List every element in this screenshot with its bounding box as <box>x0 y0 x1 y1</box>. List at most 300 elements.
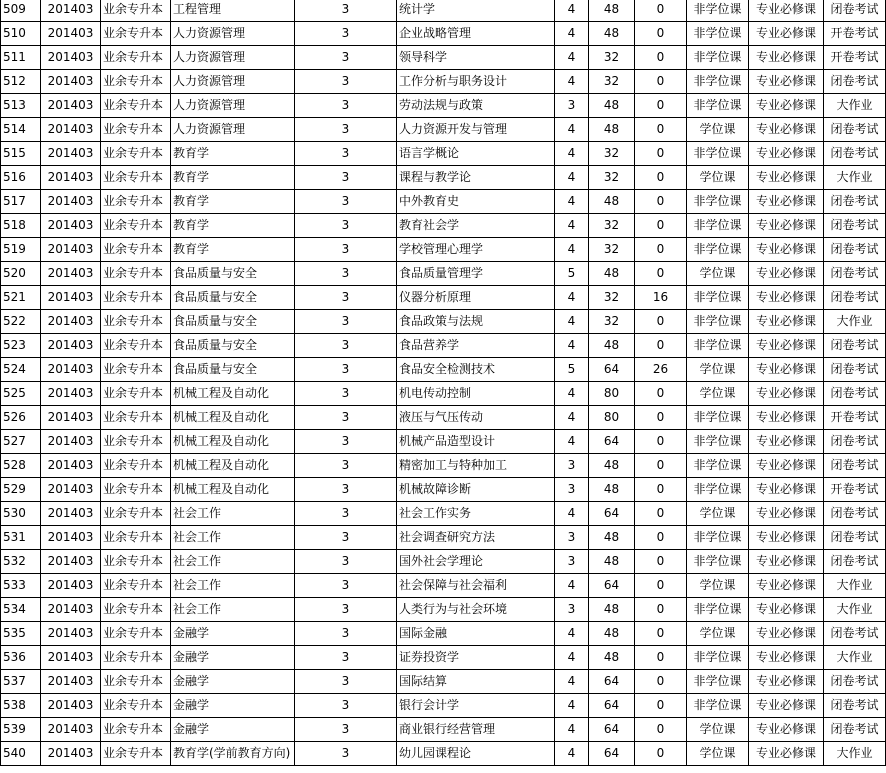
duration-cell: 3 <box>295 598 397 622</box>
course-category-cell: 专业必修课 <box>749 358 824 382</box>
hours-cell: 32 <box>589 238 635 262</box>
degree-type-cell: 非学位课 <box>687 70 749 94</box>
table-row <box>1 358 886 382</box>
table-row <box>1 238 886 262</box>
credits-cell: 4 <box>555 574 589 598</box>
course-category-cell: 专业必修课 <box>749 526 824 550</box>
major-cell: 教育学 <box>171 166 295 190</box>
term-cell: 201403 <box>41 262 101 286</box>
duration-cell: 3 <box>295 142 397 166</box>
study-mode-cell: 业余专升本 <box>101 70 171 94</box>
table-row <box>1 94 886 118</box>
row-number-cell: 523 <box>1 334 41 358</box>
lab-hours-cell: 0 <box>635 166 687 190</box>
duration-cell: 3 <box>295 646 397 670</box>
duration-cell: 3 <box>295 358 397 382</box>
exam-type-cell: 开卷考试 <box>824 478 886 502</box>
lab-hours-cell: 0 <box>635 0 687 22</box>
course-name-cell: 食品安全检测技术 <box>397 358 555 382</box>
credits-cell: 4 <box>555 646 589 670</box>
course-category-cell: 专业必修课 <box>749 550 824 574</box>
credits-cell: 4 <box>555 310 589 334</box>
hours-cell: 32 <box>589 166 635 190</box>
credits-cell: 4 <box>555 622 589 646</box>
exam-type-cell: 闭卷考试 <box>824 358 886 382</box>
duration-cell: 3 <box>295 334 397 358</box>
duration-cell: 3 <box>295 0 397 22</box>
duration-cell: 3 <box>295 718 397 742</box>
exam-type-cell: 大作业 <box>824 574 886 598</box>
hours-cell: 48 <box>589 334 635 358</box>
credits-cell: 3 <box>555 598 589 622</box>
major-cell: 食品质量与安全 <box>171 286 295 310</box>
course-name-cell: 银行会计学 <box>397 694 555 718</box>
exam-type-cell: 闭卷考试 <box>824 262 886 286</box>
credits-cell: 4 <box>555 718 589 742</box>
course-name-cell: 机械产品造型设计 <box>397 430 555 454</box>
term-cell: 201403 <box>41 142 101 166</box>
duration-cell: 3 <box>295 550 397 574</box>
course-name-cell: 语言学概论 <box>397 142 555 166</box>
major-cell: 人力资源管理 <box>171 70 295 94</box>
row-number-cell: 535 <box>1 622 41 646</box>
term-cell: 201403 <box>41 46 101 70</box>
exam-type-cell: 闭卷考试 <box>824 430 886 454</box>
duration-cell: 3 <box>295 70 397 94</box>
lab-hours-cell: 0 <box>635 454 687 478</box>
table-row <box>1 166 886 190</box>
term-cell: 201403 <box>41 406 101 430</box>
course-name-cell: 教育社会学 <box>397 214 555 238</box>
degree-type-cell: 非学位课 <box>687 214 749 238</box>
lab-hours-cell: 0 <box>635 670 687 694</box>
hours-cell: 48 <box>589 0 635 22</box>
credits-cell: 4 <box>555 502 589 526</box>
credits-cell: 4 <box>555 166 589 190</box>
row-number-cell: 509 <box>1 0 41 22</box>
course-name-cell: 液压与气压传动 <box>397 406 555 430</box>
lab-hours-cell: 0 <box>635 70 687 94</box>
term-cell: 201403 <box>41 694 101 718</box>
term-cell: 201403 <box>41 94 101 118</box>
term-cell: 201403 <box>41 238 101 262</box>
table-row <box>1 262 886 286</box>
hours-cell: 48 <box>589 22 635 46</box>
course-category-cell: 专业必修课 <box>749 214 824 238</box>
exam-type-cell: 大作业 <box>824 166 886 190</box>
row-number-cell: 511 <box>1 46 41 70</box>
table-row <box>1 142 886 166</box>
row-number-cell: 513 <box>1 94 41 118</box>
hours-cell: 80 <box>589 406 635 430</box>
major-cell: 社会工作 <box>171 526 295 550</box>
row-number-cell: 540 <box>1 742 41 766</box>
study-mode-cell: 业余专升本 <box>101 430 171 454</box>
major-cell: 机械工程及自动化 <box>171 454 295 478</box>
hours-cell: 32 <box>589 70 635 94</box>
lab-hours-cell: 0 <box>635 574 687 598</box>
row-number-cell: 537 <box>1 670 41 694</box>
credits-cell: 4 <box>555 214 589 238</box>
term-cell: 201403 <box>41 670 101 694</box>
course-category-cell: 专业必修课 <box>749 622 824 646</box>
hours-cell: 64 <box>589 358 635 382</box>
study-mode-cell: 业余专升本 <box>101 358 171 382</box>
degree-type-cell: 学位课 <box>687 742 749 766</box>
study-mode-cell: 业余专升本 <box>101 718 171 742</box>
hours-cell: 48 <box>589 94 635 118</box>
major-cell: 人力资源管理 <box>171 118 295 142</box>
lab-hours-cell: 0 <box>635 190 687 214</box>
term-cell: 201403 <box>41 190 101 214</box>
study-mode-cell: 业余专升本 <box>101 334 171 358</box>
term-cell: 201403 <box>41 166 101 190</box>
table-row <box>1 670 886 694</box>
hours-cell: 32 <box>589 286 635 310</box>
duration-cell: 3 <box>295 262 397 286</box>
exam-type-cell: 大作业 <box>824 742 886 766</box>
table-row <box>1 0 886 22</box>
major-cell: 机械工程及自动化 <box>171 406 295 430</box>
credits-cell: 3 <box>555 454 589 478</box>
term-cell: 201403 <box>41 454 101 478</box>
degree-type-cell: 非学位课 <box>687 598 749 622</box>
major-cell: 社会工作 <box>171 574 295 598</box>
course-name-cell: 食品营养学 <box>397 334 555 358</box>
term-cell: 201403 <box>41 478 101 502</box>
study-mode-cell: 业余专升本 <box>101 598 171 622</box>
course-category-cell: 专业必修课 <box>749 598 824 622</box>
row-number-cell: 510 <box>1 22 41 46</box>
course-category-cell: 专业必修课 <box>749 574 824 598</box>
hours-cell: 48 <box>589 646 635 670</box>
major-cell: 食品质量与安全 <box>171 262 295 286</box>
course-name-cell: 企业战略管理 <box>397 22 555 46</box>
study-mode-cell: 业余专升本 <box>101 94 171 118</box>
table-row <box>1 46 886 70</box>
major-cell: 食品质量与安全 <box>171 310 295 334</box>
lab-hours-cell: 0 <box>635 694 687 718</box>
table-row <box>1 118 886 142</box>
duration-cell: 3 <box>295 526 397 550</box>
degree-type-cell: 学位课 <box>687 502 749 526</box>
credits-cell: 3 <box>555 526 589 550</box>
table-row <box>1 694 886 718</box>
row-number-cell: 530 <box>1 502 41 526</box>
row-number-cell: 536 <box>1 646 41 670</box>
row-number-cell: 520 <box>1 262 41 286</box>
course-category-cell: 专业必修课 <box>749 646 824 670</box>
course-name-cell: 工作分析与职务设计 <box>397 70 555 94</box>
course-category-cell: 专业必修课 <box>749 22 824 46</box>
exam-type-cell: 大作业 <box>824 310 886 334</box>
course-category-cell: 专业必修课 <box>749 166 824 190</box>
table-body <box>1 0 886 766</box>
course-name-cell: 中外教育史 <box>397 190 555 214</box>
table-row <box>1 430 886 454</box>
study-mode-cell: 业余专升本 <box>101 238 171 262</box>
major-cell: 人力资源管理 <box>171 46 295 70</box>
study-mode-cell: 业余专升本 <box>101 454 171 478</box>
table-row <box>1 502 886 526</box>
degree-type-cell: 非学位课 <box>687 478 749 502</box>
course-category-cell: 专业必修课 <box>749 478 824 502</box>
exam-type-cell: 大作业 <box>824 598 886 622</box>
degree-type-cell: 学位课 <box>687 382 749 406</box>
exam-type-cell: 开卷考试 <box>824 406 886 430</box>
exam-type-cell: 闭卷考试 <box>824 694 886 718</box>
lab-hours-cell: 0 <box>635 118 687 142</box>
study-mode-cell: 业余专升本 <box>101 118 171 142</box>
course-category-cell: 专业必修课 <box>749 286 824 310</box>
lab-hours-cell: 0 <box>635 382 687 406</box>
table-row <box>1 622 886 646</box>
credits-cell: 4 <box>555 334 589 358</box>
hours-cell: 48 <box>589 190 635 214</box>
table-row <box>1 214 886 238</box>
study-mode-cell: 业余专升本 <box>101 502 171 526</box>
table-row <box>1 22 886 46</box>
term-cell: 201403 <box>41 550 101 574</box>
duration-cell: 3 <box>295 502 397 526</box>
row-number-cell: 518 <box>1 214 41 238</box>
table-row <box>1 382 886 406</box>
major-cell: 教育学 <box>171 238 295 262</box>
major-cell: 食品质量与安全 <box>171 334 295 358</box>
course-category-cell: 专业必修课 <box>749 334 824 358</box>
credits-cell: 4 <box>555 142 589 166</box>
course-name-cell: 国外社会学理论 <box>397 550 555 574</box>
credits-cell: 4 <box>555 430 589 454</box>
course-name-cell: 社会调查研究方法 <box>397 526 555 550</box>
lab-hours-cell: 0 <box>635 478 687 502</box>
exam-type-cell: 闭卷考试 <box>824 70 886 94</box>
degree-type-cell: 非学位课 <box>687 694 749 718</box>
hours-cell: 64 <box>589 430 635 454</box>
major-cell: 食品质量与安全 <box>171 358 295 382</box>
exam-type-cell: 闭卷考试 <box>824 142 886 166</box>
lab-hours-cell: 0 <box>635 334 687 358</box>
study-mode-cell: 业余专升本 <box>101 646 171 670</box>
lab-hours-cell: 0 <box>635 622 687 646</box>
duration-cell: 3 <box>295 190 397 214</box>
row-number-cell: 514 <box>1 118 41 142</box>
duration-cell: 3 <box>295 238 397 262</box>
course-name-cell: 国际金融 <box>397 622 555 646</box>
exam-type-cell: 闭卷考试 <box>824 0 886 22</box>
course-category-cell: 专业必修课 <box>749 46 824 70</box>
lab-hours-cell: 0 <box>635 526 687 550</box>
row-number-cell: 515 <box>1 142 41 166</box>
duration-cell: 3 <box>295 574 397 598</box>
row-number-cell: 531 <box>1 526 41 550</box>
hours-cell: 48 <box>589 526 635 550</box>
duration-cell: 3 <box>295 454 397 478</box>
course-name-cell: 课程与教学论 <box>397 166 555 190</box>
term-cell: 201403 <box>41 526 101 550</box>
major-cell: 金融学 <box>171 622 295 646</box>
exam-type-cell: 闭卷考试 <box>824 190 886 214</box>
duration-cell: 3 <box>295 478 397 502</box>
exam-type-cell: 闭卷考试 <box>824 214 886 238</box>
degree-type-cell: 非学位课 <box>687 310 749 334</box>
study-mode-cell: 业余专升本 <box>101 166 171 190</box>
degree-type-cell: 非学位课 <box>687 646 749 670</box>
lab-hours-cell: 0 <box>635 718 687 742</box>
exam-type-cell: 闭卷考试 <box>824 286 886 310</box>
credits-cell: 4 <box>555 22 589 46</box>
degree-type-cell: 非学位课 <box>687 22 749 46</box>
term-cell: 201403 <box>41 286 101 310</box>
table-row <box>1 718 886 742</box>
exam-type-cell: 闭卷考试 <box>824 550 886 574</box>
row-number-cell: 524 <box>1 358 41 382</box>
course-category-cell: 专业必修课 <box>749 190 824 214</box>
major-cell: 教育学(学前教育方向) <box>171 742 295 766</box>
course-name-cell: 劳动法规与政策 <box>397 94 555 118</box>
degree-type-cell: 学位课 <box>687 262 749 286</box>
course-category-cell: 专业必修课 <box>749 0 824 22</box>
degree-type-cell: 学位课 <box>687 622 749 646</box>
row-number-cell: 539 <box>1 718 41 742</box>
term-cell: 201403 <box>41 598 101 622</box>
exam-type-cell: 闭卷考试 <box>824 622 886 646</box>
course-category-cell: 专业必修课 <box>749 430 824 454</box>
exam-type-cell: 闭卷考试 <box>824 382 886 406</box>
credits-cell: 4 <box>555 382 589 406</box>
course-name-cell: 幼儿园课程论 <box>397 742 555 766</box>
exam-type-cell: 闭卷考试 <box>824 526 886 550</box>
credits-cell: 3 <box>555 550 589 574</box>
course-name-cell: 社会工作实务 <box>397 502 555 526</box>
degree-type-cell: 非学位课 <box>687 238 749 262</box>
study-mode-cell: 业余专升本 <box>101 262 171 286</box>
lab-hours-cell: 0 <box>635 94 687 118</box>
table-row <box>1 190 886 214</box>
major-cell: 金融学 <box>171 670 295 694</box>
table-row <box>1 574 886 598</box>
credits-cell: 5 <box>555 358 589 382</box>
row-number-cell: 522 <box>1 310 41 334</box>
degree-type-cell: 学位课 <box>687 574 749 598</box>
exam-type-cell: 闭卷考试 <box>824 718 886 742</box>
duration-cell: 3 <box>295 310 397 334</box>
course-name-cell: 商业银行经营管理 <box>397 718 555 742</box>
course-name-cell: 学校管理心理学 <box>397 238 555 262</box>
course-category-cell: 专业必修课 <box>749 142 824 166</box>
term-cell: 201403 <box>41 742 101 766</box>
exam-type-cell: 闭卷考试 <box>824 670 886 694</box>
study-mode-cell: 业余专升本 <box>101 382 171 406</box>
course-category-cell: 专业必修课 <box>749 262 824 286</box>
course-category-cell: 专业必修课 <box>749 718 824 742</box>
term-cell: 201403 <box>41 622 101 646</box>
hours-cell: 48 <box>589 598 635 622</box>
hours-cell: 64 <box>589 694 635 718</box>
degree-type-cell: 非学位课 <box>687 406 749 430</box>
table-row <box>1 454 886 478</box>
duration-cell: 3 <box>295 670 397 694</box>
exam-type-cell: 开卷考试 <box>824 46 886 70</box>
duration-cell: 3 <box>295 118 397 142</box>
degree-type-cell: 非学位课 <box>687 46 749 70</box>
major-cell: 社会工作 <box>171 550 295 574</box>
study-mode-cell: 业余专升本 <box>101 574 171 598</box>
course-category-cell: 专业必修课 <box>749 502 824 526</box>
row-number-cell: 521 <box>1 286 41 310</box>
row-number-cell: 519 <box>1 238 41 262</box>
course-name-cell: 统计学 <box>397 0 555 22</box>
hours-cell: 32 <box>589 310 635 334</box>
course-name-cell: 食品政策与法规 <box>397 310 555 334</box>
degree-type-cell: 学位课 <box>687 718 749 742</box>
degree-type-cell: 学位课 <box>687 358 749 382</box>
hours-cell: 64 <box>589 718 635 742</box>
lab-hours-cell: 26 <box>635 358 687 382</box>
study-mode-cell: 业余专升本 <box>101 142 171 166</box>
duration-cell: 3 <box>295 286 397 310</box>
lab-hours-cell: 0 <box>635 46 687 70</box>
credits-cell: 4 <box>555 70 589 94</box>
lab-hours-cell: 0 <box>635 238 687 262</box>
hours-cell: 48 <box>589 550 635 574</box>
exam-type-cell: 闭卷考试 <box>824 118 886 142</box>
study-mode-cell: 业余专升本 <box>101 46 171 70</box>
hours-cell: 64 <box>589 670 635 694</box>
degree-type-cell: 学位课 <box>687 166 749 190</box>
lab-hours-cell: 0 <box>635 406 687 430</box>
course-category-cell: 专业必修课 <box>749 694 824 718</box>
term-cell: 201403 <box>41 646 101 670</box>
lab-hours-cell: 0 <box>635 598 687 622</box>
major-cell: 社会工作 <box>171 502 295 526</box>
hours-cell: 64 <box>589 742 635 766</box>
term-cell: 201403 <box>41 574 101 598</box>
exam-type-cell: 闭卷考试 <box>824 238 886 262</box>
duration-cell: 3 <box>295 430 397 454</box>
course-name-cell: 仪器分析原理 <box>397 286 555 310</box>
duration-cell: 3 <box>295 694 397 718</box>
table-row <box>1 526 886 550</box>
row-number-cell: 527 <box>1 430 41 454</box>
row-number-cell: 512 <box>1 70 41 94</box>
term-cell: 201403 <box>41 70 101 94</box>
row-number-cell: 538 <box>1 694 41 718</box>
major-cell: 金融学 <box>171 718 295 742</box>
lab-hours-cell: 0 <box>635 430 687 454</box>
course-category-cell: 专业必修课 <box>749 70 824 94</box>
major-cell: 人力资源管理 <box>171 22 295 46</box>
course-category-cell: 专业必修课 <box>749 406 824 430</box>
course-name-cell: 食品质量管理学 <box>397 262 555 286</box>
lab-hours-cell: 0 <box>635 646 687 670</box>
hours-cell: 32 <box>589 214 635 238</box>
credits-cell: 4 <box>555 694 589 718</box>
degree-type-cell: 非学位课 <box>687 190 749 214</box>
term-cell: 201403 <box>41 502 101 526</box>
credits-cell: 4 <box>555 742 589 766</box>
course-category-cell: 专业必修课 <box>749 94 824 118</box>
degree-type-cell: 非学位课 <box>687 526 749 550</box>
duration-cell: 3 <box>295 622 397 646</box>
study-mode-cell: 业余专升本 <box>101 286 171 310</box>
course-name-cell: 机械故障诊断 <box>397 478 555 502</box>
hours-cell: 48 <box>589 478 635 502</box>
row-number-cell: 516 <box>1 166 41 190</box>
degree-type-cell: 非学位课 <box>687 334 749 358</box>
degree-type-cell: 非学位课 <box>687 286 749 310</box>
term-cell: 201403 <box>41 718 101 742</box>
